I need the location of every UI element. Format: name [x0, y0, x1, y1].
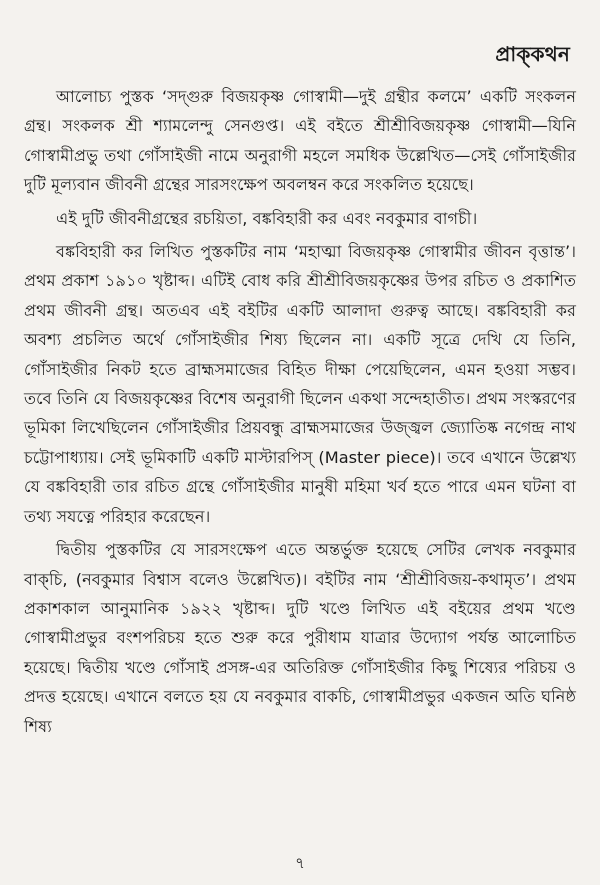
paragraph-4: দ্বিতীয় পুস্তকটির যে সারসংক্ষেপ এতে অন্তর্ভুক্ত হয়েছে সেটির লেখক নবকুমার বাক্‌চি, (নবকুমার বিশ্বাস বলেও উল্লেখিত)। বইটির নাম ‘শ্রীশ্রীবিজয়-কথামৃত’। প্রথম প্রকাশকাল আনুমানিক ১৯২২ খৃষ্টাব্দ। দুটি খণ্ডে লিখিত এই বইয়ের প্রথম খণ্ডে গোস্বামীপ্রভুর বংশপরিচয় হতে শুরু করে পুরীধাম যাত্রার উদ্যোগ পর্যন্ত আলোচিত হয়েছে। দ্বিতীয় খণ্ডে গোঁসাই প্রসঙ্গ-এর অতিরিক্ত গোঁসাইজীর কিছু শিষ্যের পরিচয় ও প্রদত্ত হয়েছে। এখানে বলতে হয় যে নবকুমার বাকচি, গোস্বামীপ্রভুর একজন অতি ঘনিষ্ঠ শিষ্য	[24, 540, 576, 736]
paragraph-2: এই দুটি জীবনীগ্রন্থের রচয়িতা, বঙ্কবিহারী কর এবং নবকুমার বাগচী।	[56, 208, 478, 228]
page-number: ৭	[295, 854, 305, 872]
paragraph-1: আলোচ্য পুস্তক ‘সদ্‌গুরু বিজয়কৃষ্ণ গোস্বামী—দুই গ্রন্থীর কলমে’ একটি সংকলন গ্রন্থ। সংকলক শ্রী শ্যামলেন্দু সেনগুপ্ত। এই বইতে শ্রীশ্রীবিজয়কৃষ্ণ গোস্বামী—যিনি গোস্বামীপ্রভু তথা গোঁসাইজী নামে অনুরাগী মহলে সমধিক উল্লেখিত—সেই গোঁসাইজীর দুটি মূল্যবান জীবনী গ্রন্থের সারসংক্ষেপ অবলম্বন করে সংকলিত হয়েছে।	[24, 87, 576, 195]
chapter-heading: প্রাক্‌কথন	[495, 42, 570, 66]
paragraph-3: বঙ্কবিহারী কর লিখিত পুস্তকটির নাম ‘মহাত্মা বিজয়কৃষ্ণ গোস্বামীর জীবন বৃত্তান্ত’। প্রথম প্রকাশ ১৯১০ খৃষ্টাব্দ। এটিই বোধ করি শ্রীশ্রীবিজয়কৃষ্ণের উপর রচিত ও প্রকাশিত প্রথম জীবনী গ্রন্থ। অতএব এই বইটির একটি আলাদা গুরুত্ব আছে। বঙ্কবিহারী কর অবশ্য প্রচলিত অর্থে গোঁসাইজীর শিষ্য ছিলেন না। একটি সূত্রে দেখি যে তিনি, গোঁসাইজীর নিকট হতে ব্রাহ্মসমাজের বিহিত দীক্ষা পেয়েছিলেন, এমন হওয়া সম্ভব। তবে তিনি যে বিজয়কৃষ্ণের বিশেষ অনুরাগী ছিলেন একথা সন্দেহাতীত। প্রথম সংস্করণের ভূমিকা লিখেছিলেন গোঁসাইজীর প্রিয়বন্ধু ব্রাহ্মসমাজের উজ্জ্বল জ্যোতিষ্ক নগেন্দ্র নাথ চট্টোপাধ্যায়। সেই ভূমিকাটি একটি মাস্টারপিস্ (Master piece)। তবে এখানে উল্লেখ্য যে বঙ্কবিহারী তার রচিত গ্রন্থে গোঁসাইজীর মানুষী মহিমা খর্ব হতে পারে এমন ঘটনা বা তথ্য সযত্নে পরিহার করেছেন।	[24, 242, 576, 526]
